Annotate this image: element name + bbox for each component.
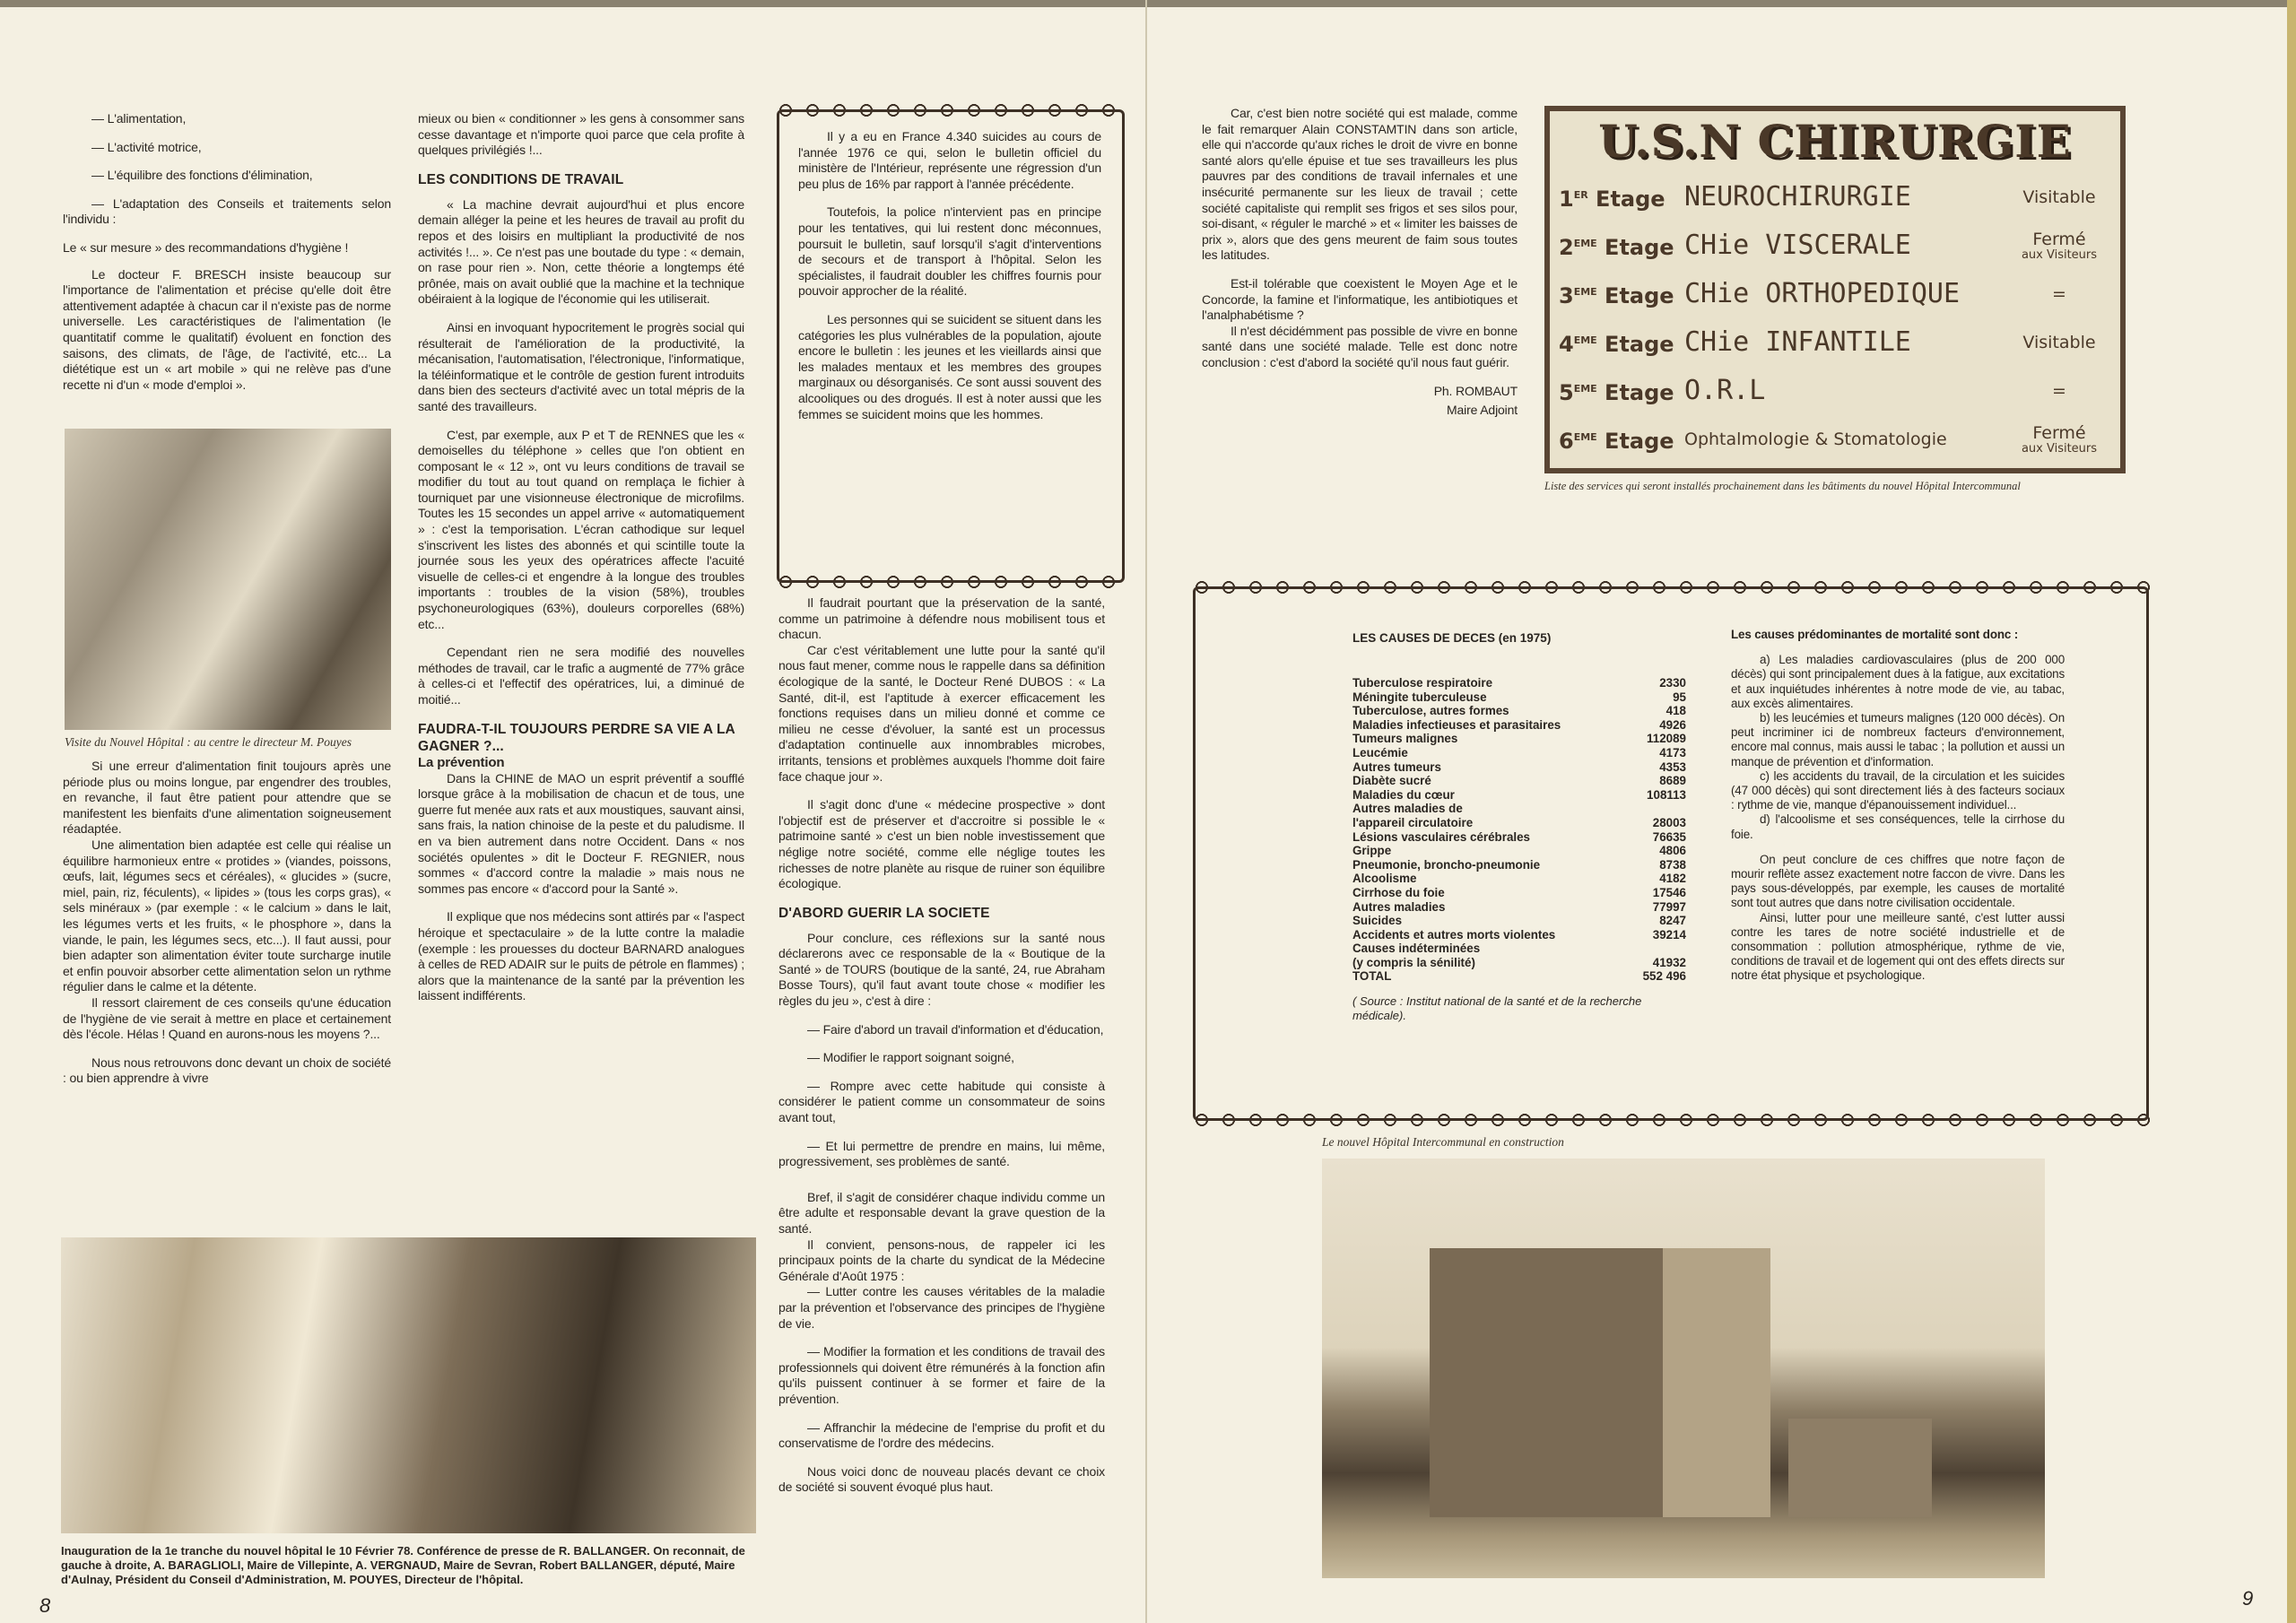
suicide-box-text — [798, 129, 1101, 422]
cause-cell: TOTAL — [1352, 969, 1392, 984]
cause-cell: Tuberculose, autres formes — [1352, 704, 1509, 718]
table-row — [1352, 774, 1686, 788]
paragraph: Ainsi, lutter pour une meilleure santé, c'est lutter aussi contre les tares de notre société industrielle et de consommation : pollution atmosphérique, rythme de vie, conditions de travail et de logement qui ont des effets directs sur notre état physique et psychologique. — [1731, 910, 2065, 983]
wavy-border — [772, 576, 1129, 588]
paragraph: Le docteur F. BRESCH insiste beaucoup sur l'importance de l'alimentation et précise qu'elle doit être attentivement adaptée à chacun car il n'existe pas de norme universelle. Les caractéristiques de l'alimentation (le quantitatif comme le qualitatif) évoluent en fonction des saisons, des climats, de l'âge, de l'activité, etc... La diététique est un « art mobile » qui ne relève pas d'une recette ni d'un « mode d'emploi ». — [63, 266, 391, 392]
paragraph: C'est, par exemple, aux P et T de RENNES que les « demoiselles du téléphone » celles que l'on obtient en composant le « 12 », ont vu leurs conditions de travail se modifier du tout au tout quand on remplaça le fichier à tourniquet par une visionneuse électronique de microfilms. Toutes les 15 secondes un appel arrive « automatiquement » : c'est la temporisation. L'écran cathodique sur lequel s'inscrivent les listes des abonnés et qui scintille toute la journée sous les yeux des opératrices affecte l'acuité visuelle de celles-ci et engendre à la longue des troubles importants : troubles de la vision (58%), troubles psychoneurologiques (63%), douleurs corporelles (68%) etc... — [418, 427, 744, 631]
paragraph: Car, c'est bien notre société qui est malade, comme le fait remarquer Alain CONSTAMTIN dans son article, elle qui n'accorde qu'aux riches le droit de vivre en bonne santé alors qu'elle épuise et tue ses travailleurs les plus pauvres par des conditions de travail infernales et une insécurité permanente sur les lieux de travail ; cette société capitaliste qui remplit ses frigos et ses silos pour, soi-disant, « réguler le marché » et « limiter les baisses de prix », alors que des gens meurent de faim sous toutes les latitudes. — [1202, 106, 1518, 263]
list-item: — Modifier le rapport soignant soigné, — [807, 1050, 1014, 1065]
value-cell: 95 — [1673, 690, 1686, 704]
sign-row: 4EME Etage CHie INFANTILE Visitable — [1559, 327, 2096, 358]
list-item: — L'activité motrice, — [91, 139, 202, 154]
table-row — [1352, 886, 1686, 900]
list-item: d) l'alcoolisme et ses conséquences, telle la cirrhose du foie. — [1731, 812, 2065, 841]
table-row — [1352, 942, 1686, 956]
cause-cell: Maladies infectieuses et parasitaires — [1352, 717, 1561, 732]
press-conference-photo — [61, 1237, 756, 1533]
death-causes-table — [1352, 676, 1686, 984]
paragraph: On peut conclure de ces chiffres que notre façon de mourir reflète assez exactement notre faccon de vivre. Dans les pays sous-développés, par exemple, les causes de mortalité sont tout autres que dans notre civilisation occidentale. — [1731, 852, 2065, 910]
mortality-analysis-column — [1731, 628, 2065, 984]
paragraph: Si une erreur d'alimentation finit toujours après une période plus ou moins longue, par engendrer des troubles, en revanche, il faut être patient pour attendre que se manifestent les bienfaits d'une alimentation soigneusement réadaptée. — [63, 759, 391, 837]
right-intro-column — [1202, 106, 1518, 419]
paragraph: Il faudrait pourtant que la préservation de la santé, comme un patrimoine à défendre nous mobilisent tous et chacun. — [778, 595, 1105, 642]
paragraph: Ainsi en invoquant hypocritement le progrès social qui résulterait de l'amélioration de la productivité, la mécanisation, l'automatisation, l'électronique, l'informatique, la téléinformatique et le contrôle de gestion furent introduits dans bien des secteurs d'activité avec un total mépris de la santé des travailleurs. — [418, 319, 744, 413]
page-edge — [0, 0, 2296, 7]
table-row — [1352, 746, 1686, 760]
cause-cell: Leucémie — [1352, 745, 1408, 759]
table-row — [1352, 732, 1686, 746]
paragraph: Toutefois, la police n'intervient pas en principe pour les tentatives, qui lui restent donc méconnues, poursuit le bulletin, sauf lorsqu'il s'agit d'interventions de secours et de transport à l'hôpital. Selon les spécialistes, il faudrait doubler les chiffres fournis pour pouvoir approcher de la réalité. — [798, 204, 1101, 299]
photo-caption: Visite du Nouvel Hôpital : au centre le directeur M. Pouyes — [65, 735, 352, 749]
sign-row: 2EME Etage CHie VISCERALE Fermé aux Visiteurs — [1559, 229, 2098, 262]
paragraph: Il explique que nos médecins sont attirés par « l'aspect héroique et spectaculaire » de la lutte contre la maladie (exemple : les prouesses du docteur BARNARD analogues à celles de RED ADAIR sur le puits de pétrole en flammes) ; alors que la maintenance de la santé par la prévention les laissent indifférents. — [418, 909, 744, 1003]
subheading: La prévention — [418, 754, 505, 770]
paragraph: Il y a eu en France 4.340 suicides au cours de l'année 1976 ce qui, selon le bulletin officiel du ministère de l'Intérieur, représente une régression d'un peu plus de 16% par rapport à l'année précédente. — [798, 129, 1101, 191]
value-cell: 76635 — [1652, 829, 1686, 844]
left-column-3 — [778, 595, 1105, 1496]
page-number: 9 — [2242, 1587, 2254, 1610]
table-row — [1352, 858, 1686, 872]
paragraph: Dans la CHINE de MAO un esprit préventif a soufflé lorsque grâce à la mobilisation de chacun et de tous, une guerre fut menée aux rats et aux moustiques, sauvant ainsi, sans frais, la nation chinoise de la peste et du paludisme. Il en va bien autrement dans notre Occident. Dans « nos sociétés opulentes » dit le Docteur F. REGNIER, nous sommes « d'accord contre la maladie » mais nous ne sommes pas encore « d'accord pour la Santé ». — [418, 770, 744, 896]
cause-cell: Suicides — [1352, 914, 1403, 928]
photo-caption: Le nouvel Hôpital Intercommunal en construction — [1322, 1135, 1564, 1149]
list-item: — Lutter contre les causes véritables de la maladie par la prévention et l'observance des principes de l'hygiène de vie. — [778, 1284, 1105, 1331]
cause-cell: Autres maladies de — [1352, 802, 1463, 816]
table-row — [1352, 900, 1686, 915]
cause-cell: Diabète sucré — [1352, 774, 1431, 788]
cause-cell: Accidents et autres morts violentes — [1352, 927, 1556, 942]
cause-cell: Méningite tuberculeuse — [1352, 690, 1487, 704]
wavy-border — [1188, 1114, 2153, 1126]
wavy-border — [772, 104, 1129, 117]
building-shape — [1788, 1419, 1932, 1517]
paragraph: Bref, il s'agit de considérer chaque individu comme un être adulte et responsable devant la grave question de la santé. — [778, 1189, 1105, 1236]
paragraph: Cependant rien ne sera modifié des nouvelles méthodes de travail, car le trafic a augmenté de 77% grâce à celles-ci et l'effectif des opératrices, lui, a diminué de moitié... — [418, 645, 744, 707]
cause-cell: Lésions vasculaires cérébrales — [1352, 829, 1531, 844]
cause-cell: Cirrhose du foie — [1352, 885, 1445, 899]
table-row — [1352, 676, 1686, 690]
hospital-building-photo — [1322, 1159, 2045, 1578]
cause-cell: Causes indéterminées — [1352, 942, 1481, 956]
signature-title: Maire Adjoint — [1447, 403, 1518, 418]
paragraph: mieux ou bien « conditionner » les gens à consommer sans cesse davantage et n'importe quoi parce que cela profite à quelques privilégiés !... — [418, 111, 744, 158]
cause-cell: Autres tumeurs — [1352, 759, 1441, 774]
left-column-2 — [418, 111, 744, 1004]
value-cell: 112089 — [1647, 732, 1686, 746]
box-heading: Les causes prédominantes de mortalité sont donc : — [1731, 628, 2019, 641]
death-causes-table-block — [1352, 631, 1686, 1023]
value-cell: 8738 — [1659, 857, 1686, 872]
table-row — [1352, 872, 1686, 886]
list-item: c) les accidents du travail, de la circulation et les suicides (47 000 décès) qui sont directement liés à des facteurs sociaux : rythme de vie, manque d'épanouissement individuel... — [1731, 768, 2065, 812]
value-cell: 4173 — [1659, 745, 1686, 759]
list-item: — Faire d'abord un travail d'information et d'éducation, — [807, 1021, 1104, 1037]
paragraph: Nous nous retrouvons donc devant un choix de société : ou bien apprendre à vivre — [63, 1055, 391, 1086]
value-cell — [1619, 802, 1686, 816]
left-column-1 — [63, 111, 391, 393]
section-heading: LES CONDITIONS DE TRAVAIL — [418, 171, 624, 187]
value-cell: 41932 — [1652, 955, 1686, 969]
list-item: a) Les maladies cardiovasculaires (plus de 200 000 décès) qui sont principalement dues à la fatigue, aux excitations et aux inquiétudes inhérentes à notre mode de vie, au tabac, aux excès alimentaires. — [1731, 653, 2065, 710]
building-shape — [1663, 1248, 1770, 1517]
cause-cell: Tumeurs malignes — [1352, 732, 1458, 746]
value-cell: 552 496 — [1642, 969, 1686, 984]
sign-title: U.S.N CHIRURGIE — [1598, 115, 2072, 168]
value-cell: 418 — [1665, 704, 1686, 718]
value-cell: 77997 — [1652, 899, 1686, 914]
cause-cell: Autres maladies — [1352, 899, 1446, 914]
value-cell — [1619, 942, 1686, 956]
value-cell: 4182 — [1659, 872, 1686, 886]
value-cell: 8247 — [1659, 914, 1686, 928]
table-title: LES CAUSES DE DECES (en 1975) — [1352, 631, 1552, 645]
table-row — [1352, 969, 1686, 984]
table-row — [1352, 802, 1686, 816]
photo-caption: Liste des services qui seront installés prochainement dans les bâtiments du nouvel Hôpital Intercommunal — [1544, 480, 2021, 492]
paragraph: Est-il tolérable que coexistent le Moyen Age et le Concorde, la famine et l'informatique, les antibiotiques et l'analphabétisme ? — [1202, 275, 1518, 323]
paragraph: Le « sur mesure » des recommandations d'hygiène ! — [63, 239, 349, 255]
paragraph: Nous voici donc de nouveau placés devant ce choix de société si souvent évoqué plus haut. — [778, 1463, 1105, 1495]
table-row — [1352, 914, 1686, 928]
hospital-sign-photo — [1544, 106, 2126, 473]
table-source: ( Source : Institut national de la santé et de la recherche médicale). — [1352, 994, 1642, 1023]
sign-row: 1ER Etage NEUROCHIRURGIE Visitable — [1559, 182, 2096, 213]
hospital-visit-photo — [65, 429, 391, 730]
paragraph: Il convient, pensons-nous, de rappeler ici les principaux points de la charte du syndicat de la Médecine Générale d'Août 1975 : — [778, 1237, 1105, 1283]
paragraph: Il n'est décidémment pas possible de vivre en bonne santé dans une société malade. Telle est donc notre conclusion : c'est d'abord la société qu'il nous faut guérir. — [1202, 323, 1518, 369]
wavy-border — [1188, 581, 2153, 594]
value-cell: 2330 — [1659, 676, 1686, 690]
building-shape — [1430, 1248, 1663, 1517]
cause-cell: Grippe — [1352, 844, 1392, 858]
table-row — [1352, 816, 1686, 830]
value-cell: 4926 — [1659, 717, 1686, 732]
paragraph: Il s'agit donc d'une « médecine prospective » dont l'objectif est de préserver et d'accroitre si possible le « patrimoine santé » c'est un bien noble investissement que néglige notre société, comme elle néglige toutes les richesses de notre planète au risque de ruiner son équilibre écologique. — [778, 797, 1105, 891]
list-item: b) les leucémies et tumeurs malignes (120 000 décès). On peut incriminer ici de nombreux facteurs d'environnement, encore mal connus, mais aussi le tabac ; la pollution et aussi un manque de prévention et d'information. — [1731, 711, 2065, 768]
cause-cell: (y compris la sénilité) — [1352, 955, 1475, 969]
cause-cell: Pneumonie, broncho-pneumonie — [1352, 857, 1541, 872]
left-column-1-lower — [63, 759, 391, 1087]
list-item: — Modifier la formation et les conditions de travail des professionnels qui doivent être rémunérés à la fonction afin qu'ils puissent continuer à se former et faire de la prévention. — [778, 1344, 1105, 1406]
paragraph: Il ressort clairement de ces conseils qu'une éducation de l'hygiène de vie serait à mettre en place et certainement dès l'école. Hélas ! Quand en aurons-nous les moyens ?... — [63, 994, 391, 1042]
value-cell: 28003 — [1652, 815, 1686, 829]
value-cell: 17546 — [1652, 885, 1686, 899]
list-item: — L'adaptation des Conseils et traitements selon l'individu : — [63, 195, 391, 227]
value-cell: 4806 — [1659, 844, 1686, 858]
table-row — [1352, 718, 1686, 733]
table-row — [1352, 956, 1686, 970]
page-number: 8 — [39, 1594, 51, 1617]
table-row — [1352, 788, 1686, 803]
sign-row: 3EME Etage CHie ORTHOPEDIQUE = — [1559, 279, 2066, 309]
section-heading: D'ABORD GUERIR LA SOCIETE — [778, 905, 990, 921]
cause-cell: Tuberculose respiratoire — [1352, 676, 1493, 690]
table-row — [1352, 928, 1686, 942]
list-item: — Rompre avec cette habitude qui consiste à considérer le patient comme un consommateur de soins avant tout, — [778, 1078, 1105, 1125]
paragraph: Pour conclure, ces réflexions sur la santé nous déclarerons avec ce responsable de la « Boutique de la Santé » de TOURS (boutique de la santé, 24, rue Abraham Bosse Tours), qu'il faut avant toute chose « modifier les règles du jeu », c'est à dire : — [778, 930, 1105, 1009]
table-row — [1352, 830, 1686, 845]
table-row — [1352, 760, 1686, 775]
cause-cell: l'appareil circulatoire — [1352, 815, 1474, 829]
paragraph: Une alimentation bien adaptée est celle qui réalise un équilibre harmonieux entre « protides » (viandes, poissons, œufs, lait, légumes secs et céréales), « glucides » (sucre, miel, pain, riz, féculents), « lipides » (tous les corps gras), « sels minéraux » (par exemple : « le calcium » dans le lait, les légumes verts et les fruits, « le phosphore », dans la viande, le pain, les légumes secs, etc...). Il faut aussi, pour bien adapter son alimentation éviter toute surcharge inutile et enfin pouvoir absorber cette alimentation selon un rythme régulier dans le calme et la détente. — [63, 837, 391, 994]
list-item: — L'équilibre des fonctions d'élimination, — [91, 168, 313, 183]
paragraph: « La machine devrait aujourd'hui et plus encore demain alléger la peine et les heures de travail au profit du repos et des loisirs en multipliant la productivité de nos activités !... ». Ce n'est pas une boutade du type : « demain, on rase pour rien ». Non, cette théorie a longtemps été prônée, mais on avait oublié que la machine et la technique obéiraient à la logique de l'économie qui les utiliserait. — [418, 196, 744, 307]
table-row — [1352, 844, 1686, 858]
sign-row: 6EME Etage Ophtalmologie & Stomatologie Fermé aux Visiteurs — [1559, 422, 2098, 456]
cause-cell: Maladies du cœur — [1352, 787, 1455, 802]
list-item: — Et lui permettre de prendre en mains, lui même, progressivement, ses problèmes de santé. — [778, 1138, 1105, 1169]
value-cell: 8689 — [1659, 774, 1686, 788]
table-row — [1352, 690, 1686, 705]
page-edge — [2287, 0, 2296, 1623]
section-heading: FAUDRA-T-IL TOUJOURS PERDRE SA VIE A LA GAGNER ?... — [418, 721, 735, 754]
spine-fold — [1145, 0, 1147, 1623]
paragraph: Car c'est véritablement une lutte pour la santé qu'il nous faut mener, comme nous le rappelle dans sa définition écologique de la santé, le Docteur René DUBOS : « La Santé, dit-il, est l'aptitude à exercer efficacement les fonctions requises dans un milieu donné et comme ce milieu ne cesse d'évoluer, la santé est un processus d'adaptation continuelle aux innombrables microbes, irritants, tensions et problèmes auxquels l'homme doit faire face chaque jour ». — [778, 642, 1105, 784]
list-item: — Affranchir la médecine de l'emprise du profit et du conservatisme de l'ordre des médecins. — [778, 1419, 1105, 1451]
sign-row: 5EME Etage O.R.L = — [1559, 376, 2066, 406]
value-cell: 4353 — [1659, 759, 1686, 774]
value-cell: 108113 — [1647, 787, 1686, 802]
cause-cell: Alcoolisme — [1352, 872, 1417, 886]
photo-caption: Inauguration de la 1e tranche du nouvel hôpital le 10 Février 78. Conférence de presse de R. BALLANGER. On reconnait, de gauche à droite, A. BARAGLIOLI, Maire de Villepinte, A. VERGNAUD, Maire de Sevran, Robert BALLANGER, député, Maire d'Aulnay, Président du Conseil d'Administration, M. POUYES, Directeur de l'hôpital. — [61, 1544, 745, 1586]
paragraph: Les personnes qui se suicident se situent dans les catégories les plus vulnérables de la population, ajoute encore le bulletin : les jeunes et les vieillards ainsi que les malades mentaux et les membres des groupes marginaux ou désorganisés. Ce sont aussi souvent des alcooliques ou des drogués. Il est à noter aussi que les femmes se suicident moins que les hommes. — [798, 311, 1101, 421]
list-item: — L'alimentation, — [91, 111, 187, 126]
table-row — [1352, 704, 1686, 718]
value-cell: 39214 — [1652, 927, 1686, 942]
signature-name: Ph. ROMBAUT — [1433, 383, 1518, 398]
